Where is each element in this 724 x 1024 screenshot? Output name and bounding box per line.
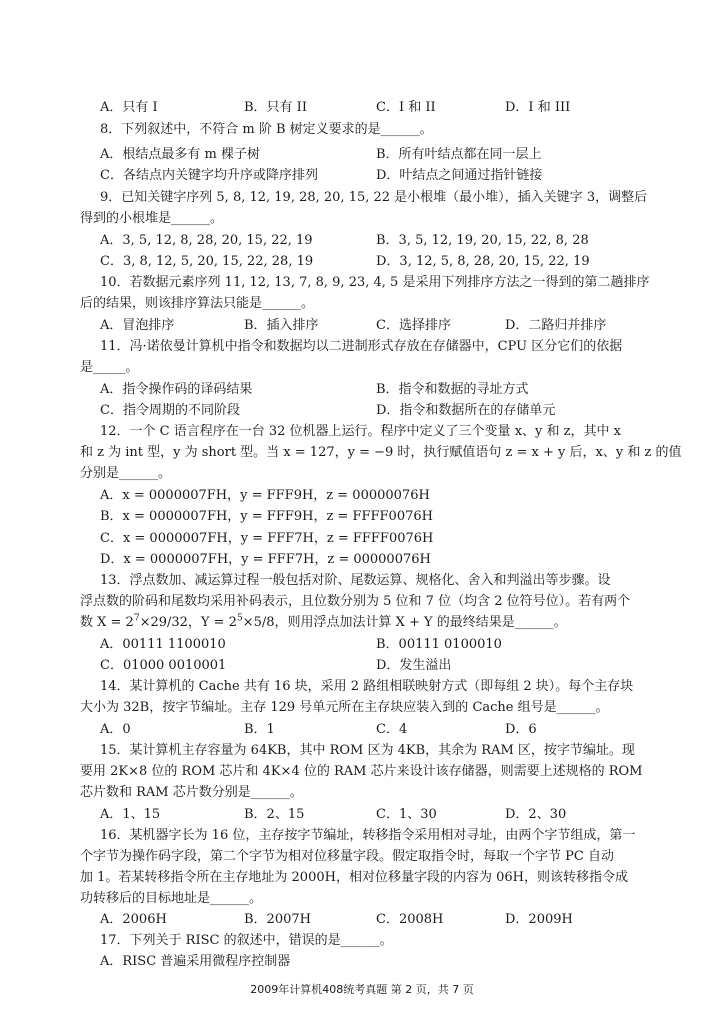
q15-option-b: B．2、15: [244, 807, 305, 822]
q8-option-a: A．根结点最多有 m 棵子树: [100, 147, 260, 162]
q8-option-b: B．所有叶结点都在同一层上: [376, 147, 542, 162]
q10-option-d: D．二路归并排序: [505, 318, 607, 333]
q16-option-d: D．2009H: [505, 912, 573, 927]
q14-option-d: D．6: [505, 722, 537, 737]
q11-stem-line1: 11．冯·诺依曼计算机中指令和数据均以二进制形式存放在存储器中，CPU 区分它们的依据: [100, 339, 623, 354]
q12-option-b: B．x = 0000007FH，y = FFF9H，z = FFFF0076H: [100, 509, 433, 524]
q15-option-a: A．1、15: [100, 807, 161, 822]
q16-option-a: A．2006H: [100, 912, 167, 927]
q8-option-d: D．叶结点之间通过指针链接: [376, 168, 543, 183]
q12-option-a: A．x = 0000007FH，y = FFF9H，z = 00000076H: [100, 488, 430, 503]
q12-stem-line3: 分别是______。: [80, 466, 172, 481]
q7-option-a: A．只有 I: [100, 100, 158, 115]
q11-option-a: A．指令操作码的译码结果: [100, 382, 253, 397]
q15-option-d: D．2、30: [505, 807, 567, 822]
q15-option-c: C．1、30: [376, 807, 437, 822]
q13-text-c: ×5/8，则用浮点加法计算 X + Y 的最终结果是______。: [242, 615, 567, 630]
q16-stem-line4: 功转移后的目标地址是______。: [80, 891, 263, 906]
q13-exponent-y: 5: [236, 613, 243, 624]
q14-option-a: A．0: [100, 722, 131, 737]
q7-option-b: B．只有 II: [244, 100, 307, 115]
q12-stem-line1: 12．一个 C 语言程序在一台 32 位机器上运行。程序中定义了三个变量 x、y 和 z，其中 x: [100, 424, 621, 439]
q14-option-b: B．1: [244, 722, 275, 737]
q10-stem-line1: 10．若数据元素序列 11, 12, 13, 7, 8, 9, 23, 4, 5 是采用下列排序方法之一得到的第二趟排序: [100, 275, 650, 290]
q9-option-d: D．3, 12, 5, 8, 28, 20, 15, 22, 19: [376, 254, 590, 269]
q9-option-a: A．3, 5, 12, 8, 28, 20, 15, 22, 19: [100, 233, 313, 248]
q13-stem-line3: [80, 613, 567, 633]
q7-option-c: C．I 和 II: [376, 100, 436, 115]
q10-option-c: C．选择排序: [376, 318, 451, 333]
q7-option-d: D．I 和 III: [505, 100, 571, 115]
q11-stem-line2: 是_____。: [80, 360, 139, 375]
q8-option-c: C．各结点内关键字均升序或降序排列: [100, 168, 318, 183]
q17-stem: 17．下列关于 RISC 的叙述中，错误的是______。: [100, 933, 393, 948]
q9-option-c: C．3, 8, 12, 5, 20, 15, 22, 28, 19: [100, 254, 314, 269]
q10-option-b: B．插入排序: [244, 318, 319, 333]
q14-stem-line2: 大小为 32B，按字节编址。主存 129 号单元所在主存块应装入到的 Cache 组号是______。: [80, 700, 609, 715]
q11-option-b: B．指令和数据的寻址方式: [376, 382, 529, 397]
q9-option-b: B．3, 5, 12, 19, 20, 15, 22, 8, 28: [376, 233, 589, 248]
q15-stem-line2: 要用 2K×8 位的 ROM 芯片和 4K×4 位的 RAM 芯片来设计该存储器，则需要上述规格的 ROM: [80, 764, 643, 779]
q12-option-c: C．x = 0000007FH，y = FFF7H，z = FFFF0076H: [100, 531, 434, 546]
q9-stem-line2: 得到的小根堆是______。: [80, 211, 224, 226]
q13-text-b: ×29/32，Y = 2: [139, 615, 237, 630]
q13-stem-line2: 浮点数的阶码和尾数均采用补码表示，且位数分别为 5 位和 7 位（均含 2 位符号位）。若有两个: [80, 594, 631, 609]
q8-stem: 8．下列叙述中，不符合 m 阶 B 树定义要求的是______。: [100, 122, 433, 137]
q13-text-a: 数 X = 2: [80, 615, 134, 630]
q13-option-d: D．发生溢出: [376, 658, 452, 673]
q13-option-b: B．00111 0100010: [376, 637, 502, 652]
q10-option-a: A．冒泡排序: [100, 318, 175, 333]
q15-stem-line3: 芯片数和 RAM 芯片数分别是______。: [80, 785, 303, 800]
q16-stem-line2: 个字节为操作码字段，第二个字节为相对位移量字段。假定取指令时，每取一个字节 PC 自动: [80, 849, 614, 864]
q10-stem-line2: 后的结果，则该排序算法只能是______。: [80, 296, 315, 311]
q11-option-c: C．指令周期的不同阶段: [100, 403, 240, 418]
page-footer: 2009年计算机408统考真题 第 2 页，共 7 页: [250, 983, 474, 996]
q16-option-b: B．2007H: [244, 912, 311, 927]
q13-option-a: A．00111 1100010: [100, 637, 226, 652]
q17-option-a: A．RISC 普遍采用微程序控制器: [100, 954, 291, 969]
q13-exponent-x: 7: [133, 613, 140, 624]
q13-option-c: C．01000 0010001: [100, 658, 227, 673]
q12-option-d: D．x = 0000007FH，y = FFF7H，z = 00000076H: [100, 552, 431, 567]
q14-option-c: C．4: [376, 722, 408, 737]
q11-option-d: D．指令和数据所在的存储单元: [376, 403, 556, 418]
q12-stem-line2: 和 z 为 int 型，y 为 short 型。当 x = 127，y = −9 时，执行赋值语句 z = x + y 后，x、y 和 z 的值: [80, 445, 682, 460]
q14-stem-line1: 14．某计算机的 Cache 共有 16 块，采用 2 路组相联映射方式（即每组 2 块）。每个主存块: [100, 679, 634, 694]
q13-stem-line1: 13．浮点数加、减运算过程一般包括对阶、尾数运算、规格化、舍入和判溢出等步骤。设: [100, 573, 611, 588]
q16-stem-line1: 16．某机器字长为 16 位，主存按字节编址，转移指令采用相对寻址，由两个字节组成，第一: [100, 828, 636, 843]
q16-stem-line3: 加 1。若某转移指令所在主存地址为 2000H，相对位移量字段的内容为 06H，则该转移指令成: [80, 870, 628, 885]
q15-stem-line1: 15．某计算机主存容量为 64KB，其中 ROM 区为 4KB，其余为 RAM 区，按字节编址。现: [100, 743, 635, 758]
q9-stem-line1: 9．已知关键字序列 5, 8, 12, 19, 28, 20, 15, 22 是小根堆（最小堆），插入关键字 3，调整后: [100, 190, 648, 205]
q16-option-c: C．2008H: [376, 912, 444, 927]
